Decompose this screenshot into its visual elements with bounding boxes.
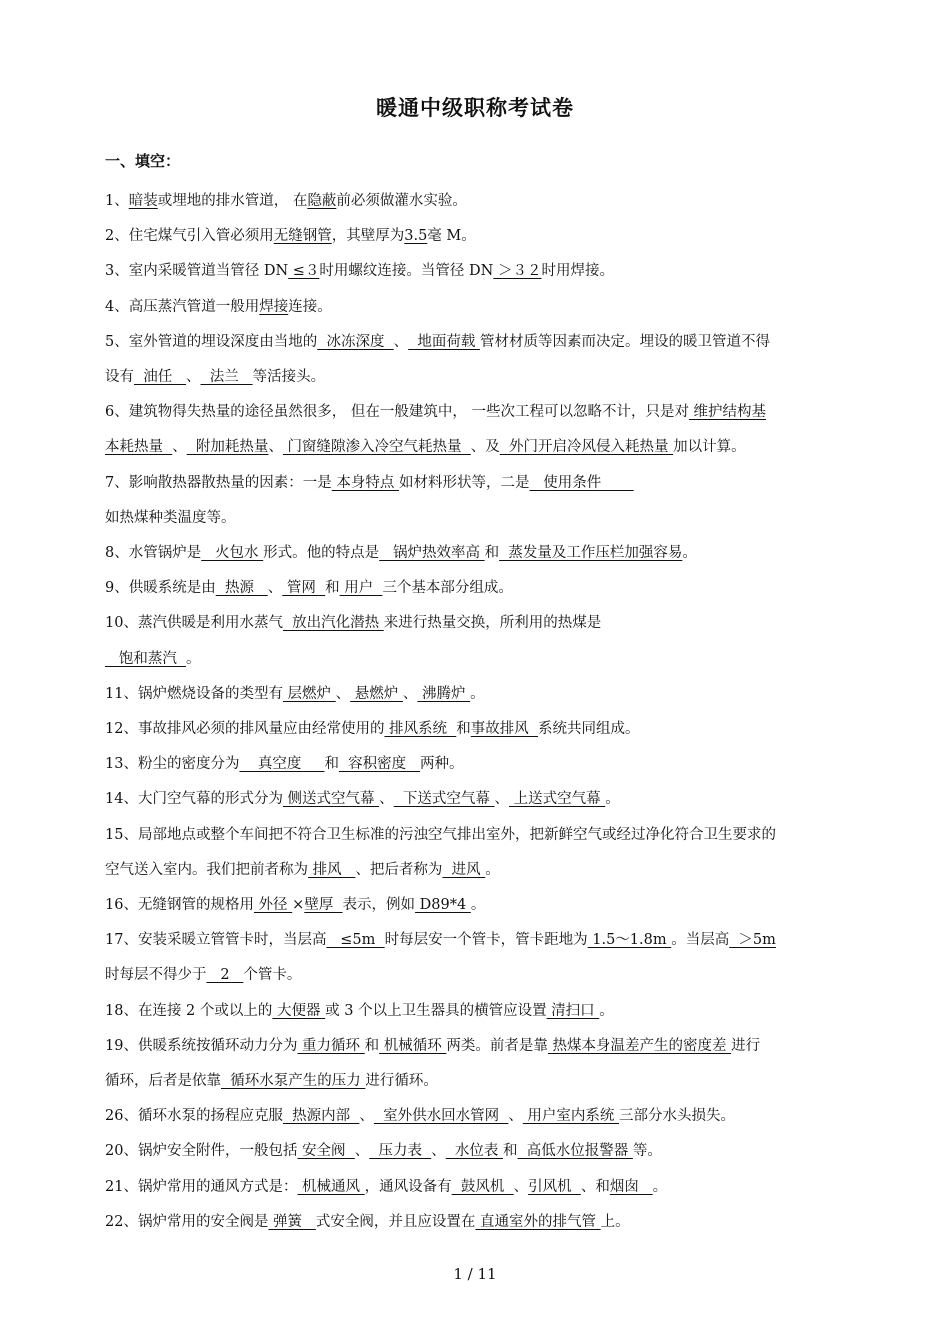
answer-blank: 高低水位报警器 bbox=[517, 1143, 633, 1160]
answer-blank: 烟囱 bbox=[609, 1178, 653, 1195]
question-line bbox=[105, 613, 875, 633]
question-line bbox=[105, 1177, 875, 1197]
answer-blank: 壁厚 bbox=[304, 897, 343, 913]
answer-blank: 直通室外的排气管 bbox=[475, 1213, 601, 1230]
question-line bbox=[105, 297, 875, 317]
answer-blank: 热煤本身温差产生的密度差 bbox=[547, 1037, 732, 1054]
question-text: 13、粉尘的密度分为 bbox=[105, 756, 240, 773]
question-text: ，通风设备有 bbox=[364, 1178, 452, 1195]
answer-blank: 真空度 bbox=[239, 756, 325, 773]
answer-blank: 维护结构基 bbox=[688, 404, 767, 421]
answer-blank: 悬燃炉 bbox=[350, 685, 403, 702]
answer-blank: 下送式空气幕 bbox=[393, 791, 495, 808]
question-text: 毫 M。 bbox=[427, 228, 476, 245]
answer-blank: 暗装 bbox=[128, 193, 158, 209]
answer-blank: 1.5～1.8m bbox=[587, 932, 672, 949]
question-line bbox=[105, 261, 875, 281]
answer-blank: 外门开启冷风侵入耗热量 bbox=[499, 439, 674, 456]
question-line bbox=[105, 578, 875, 598]
answer-blank: 法兰 bbox=[200, 369, 253, 385]
question-text: 空气送入室内。我们把前者称为 bbox=[105, 861, 308, 878]
question-text: 、及 bbox=[470, 439, 500, 456]
question-text: 式安全阀，并且应设置在 bbox=[315, 1213, 476, 1230]
question-text: 2、住宅煤气引入管必须用 bbox=[105, 228, 274, 245]
answer-blank: 重力循环 bbox=[297, 1037, 365, 1054]
answer-blank: 机械循环 bbox=[379, 1037, 447, 1054]
answer-blank: 无缝钢管 bbox=[273, 228, 332, 245]
question-line bbox=[105, 402, 875, 422]
answer-blank: 饱和蒸汽 bbox=[105, 650, 187, 667]
answer-blank: 大便器 bbox=[272, 1002, 326, 1019]
question-text: 、 bbox=[268, 439, 283, 456]
question-text: 、 bbox=[354, 1143, 370, 1160]
answer-blank: 用户 bbox=[339, 580, 383, 597]
question-line bbox=[105, 789, 875, 809]
question-text: 系统共同组成。 bbox=[538, 721, 640, 737]
question-text: 和 bbox=[456, 721, 471, 737]
question-text: 、和 bbox=[580, 1178, 610, 1195]
question-text: 6、建筑物得失热量的途径虽然很多， 但在一般建筑中， 一些次工程可以忽略不计，只是对 bbox=[105, 404, 689, 421]
answer-blank: 锅炉热效率高 bbox=[379, 545, 485, 561]
question-line bbox=[105, 1001, 875, 1021]
question-line bbox=[105, 684, 875, 704]
question-text: 16、无缝钢管的规格用 bbox=[105, 897, 254, 913]
question-text: 、把后者称为 bbox=[355, 861, 443, 878]
question-line bbox=[105, 895, 875, 915]
question-text: 时用焊接。 bbox=[541, 263, 614, 280]
answer-blank: ≤３ bbox=[288, 263, 320, 280]
question-text: 。 bbox=[485, 861, 500, 878]
document-title: 暖通中级职称考试卷 bbox=[376, 96, 574, 120]
question-text: 5、室外管道的埋设深度由当地的 bbox=[105, 333, 318, 350]
question-text: 、 bbox=[494, 791, 509, 808]
question-line bbox=[105, 860, 875, 880]
question-line bbox=[105, 1141, 875, 1161]
question-text: 进行循环。 bbox=[365, 1073, 438, 1089]
answer-blank: 安全阀 bbox=[297, 1143, 355, 1160]
question-text: 、 bbox=[267, 580, 283, 597]
question-text: 12、事故排风必须的排风量应由经常使用的 bbox=[105, 721, 385, 737]
answer-blank: 水位表 bbox=[445, 1143, 504, 1160]
answer-blank: D89*4 bbox=[415, 897, 471, 913]
question-line bbox=[105, 930, 875, 950]
question-line bbox=[105, 437, 875, 457]
question-text: 循环，后者是依靠 bbox=[105, 1073, 221, 1089]
answer-blank: 室外供水回水管网 bbox=[373, 1108, 509, 1125]
question-text: 14、大门空气幕的形式分为 bbox=[105, 791, 283, 808]
question-text: 和 bbox=[364, 1037, 380, 1054]
question-line bbox=[105, 473, 875, 493]
question-line bbox=[105, 1212, 875, 1232]
answer-blank: 压力表 bbox=[369, 1143, 432, 1160]
question-text: ，其壁厚为 bbox=[331, 228, 405, 245]
question-text: 三部分水头损失。 bbox=[619, 1108, 736, 1125]
answer-blank: 油任 bbox=[134, 369, 187, 385]
question-text: 形式。他的特点是 bbox=[263, 545, 380, 561]
question-text: 加以计算。 bbox=[673, 439, 746, 456]
question-text: 、 bbox=[431, 1143, 446, 1160]
question-text: 、 bbox=[186, 369, 201, 385]
question-line bbox=[105, 965, 875, 985]
question-text: 、 bbox=[393, 333, 409, 350]
answer-blank: 热源 bbox=[215, 580, 268, 597]
question-text: 、 bbox=[359, 1108, 374, 1125]
question-text: 两种。 bbox=[419, 756, 464, 773]
answer-blank: 门窗缝隙渗入冷空气耗热量 bbox=[282, 439, 471, 456]
question-text: 两类。前者是靠 bbox=[446, 1037, 548, 1054]
answer-blank: 使用条件 bbox=[529, 474, 634, 491]
question-text: 设有 bbox=[105, 369, 134, 385]
question-text: 。当层高 bbox=[671, 932, 730, 949]
question-text: 、 bbox=[335, 685, 351, 702]
question-text: 3、室内采暖管道当管径 DN bbox=[105, 263, 289, 280]
question-line bbox=[105, 1071, 875, 1091]
question-text: 来进行热量交换，所利用的热煤是 bbox=[383, 615, 602, 632]
question-line bbox=[105, 649, 875, 669]
question-text: 和 bbox=[484, 545, 500, 561]
answer-blank: 上送式空气幕 bbox=[509, 791, 606, 808]
question-line bbox=[105, 191, 875, 211]
question-text: 和 bbox=[325, 580, 340, 597]
question-text: 11、锅炉燃烧设备的类型有 bbox=[105, 685, 283, 702]
question-text: 26、循环水泵的扬程应克服 bbox=[105, 1108, 283, 1125]
answer-blank: 管网 bbox=[282, 580, 326, 597]
answer-blank: 热源内部 bbox=[282, 1108, 360, 1125]
question-text: 18、在连接 2 个或以上的 bbox=[105, 1002, 273, 1019]
question-text: 等。 bbox=[632, 1143, 662, 1160]
answer-blank: 附加耗热量 bbox=[186, 439, 269, 456]
answer-blank: 火包水 bbox=[201, 545, 264, 561]
answer-blank: 2 bbox=[206, 967, 244, 984]
question-text: 等活接头。 bbox=[252, 369, 326, 385]
question-text: × bbox=[292, 897, 305, 913]
question-text: 前必须做灌水实验。 bbox=[336, 193, 467, 209]
question-text: 进行 bbox=[731, 1037, 761, 1054]
question-text: 19、供暖系统按循环动力分为 bbox=[105, 1037, 298, 1054]
answer-blank: ≤5m bbox=[326, 932, 385, 949]
question-line bbox=[105, 1106, 875, 1126]
question-text: 4、高压蒸汽管道一般用 bbox=[105, 298, 260, 315]
question-text: 。 bbox=[599, 1002, 614, 1019]
question-text: 时每层安一个管卡，管卡距地为 bbox=[384, 932, 588, 949]
question-text: 。 bbox=[470, 897, 486, 913]
question-line bbox=[105, 508, 875, 528]
question-text: 或 3 个以上卫生器具的横管应设置 bbox=[325, 1002, 547, 1019]
question-text: 和 bbox=[324, 756, 339, 773]
question-line bbox=[105, 367, 875, 387]
answer-blank: 机械通风 bbox=[297, 1178, 365, 1195]
question-text: 、 bbox=[172, 439, 187, 456]
question-text: 20、锅炉安全附件，一般包括 bbox=[105, 1143, 298, 1160]
question-text: 。 bbox=[605, 791, 620, 808]
answer-blank: 焊接 bbox=[259, 298, 289, 315]
question-text: 22、锅炉常用的安全阀是 bbox=[105, 1213, 269, 1230]
question-text: 。 bbox=[470, 685, 485, 702]
question-text: 9、供暖系统是由 bbox=[105, 580, 216, 597]
question-text: 、 bbox=[379, 791, 394, 808]
question-text: 、 bbox=[508, 1108, 523, 1125]
answer-blank: 沸腾炉 bbox=[417, 685, 471, 702]
answer-blank: ＞5m bbox=[729, 932, 776, 949]
question-text: 、 bbox=[513, 1178, 529, 1195]
question-line bbox=[105, 719, 875, 739]
question-text: 个管卡。 bbox=[243, 967, 302, 984]
answer-blank: 外径 bbox=[253, 897, 293, 913]
question-text: 三个基本部分组成。 bbox=[382, 580, 513, 597]
answer-blank: 循环水泵产生的压力 bbox=[221, 1073, 366, 1089]
question-line bbox=[105, 543, 875, 563]
question-line bbox=[105, 332, 875, 352]
question-text: 表示，例如 bbox=[342, 897, 416, 913]
question-text: 时每层不得少于 bbox=[105, 967, 207, 984]
question-text: 17、安装采暖立管管卡时，当层高 bbox=[105, 932, 327, 949]
question-text: 。 bbox=[682, 545, 697, 561]
question-text: 管材材质等因素而决定。埋设的暖卫管道不得 bbox=[480, 333, 770, 350]
question-line bbox=[105, 226, 875, 246]
answer-blank: 排风系统 bbox=[384, 721, 457, 737]
answer-blank: 冰冻深度 bbox=[317, 333, 394, 350]
question-text: 和 bbox=[503, 1143, 518, 1160]
answer-blank: 隐蔽 bbox=[307, 193, 337, 209]
question-text: 、 bbox=[402, 685, 418, 702]
answer-blank: 进风 bbox=[442, 861, 486, 878]
question-text: 连接。 bbox=[288, 298, 332, 315]
answer-blank: 排风 bbox=[308, 861, 356, 878]
answer-blank: 清扫口 bbox=[546, 1002, 600, 1019]
answer-blank: ＞３２ bbox=[493, 263, 542, 280]
answer-blank: 3.5 bbox=[404, 228, 428, 245]
question-text: 7、影响散热器散热量的因素：一是 bbox=[105, 474, 332, 491]
answer-blank: 本身特点 bbox=[331, 474, 399, 491]
question-text: 8、水管锅炉是 bbox=[105, 545, 202, 561]
answer-blank: 侧送式空气幕 bbox=[282, 791, 380, 808]
section-heading: 一、填空： bbox=[105, 152, 181, 170]
answer-blank: 用户室内系统 bbox=[522, 1108, 620, 1125]
answer-blank: 放出汽化潜热 bbox=[282, 615, 384, 632]
question-text: 21、锅炉常用的通风方式是： bbox=[105, 1178, 298, 1195]
answer-blank: 本耗热量 bbox=[105, 439, 173, 456]
question-text: 时用螺纹连接。当管径 DN bbox=[319, 263, 494, 280]
answer-blank: 地面荷载 bbox=[408, 333, 480, 350]
page-number: 1 / 11 bbox=[453, 1265, 497, 1283]
answer-blank: 弹簧 bbox=[268, 1213, 316, 1230]
answer-blank: 引风机 bbox=[528, 1178, 581, 1195]
question-text: 如热煤种类温度等。 bbox=[105, 509, 236, 526]
answer-blank: 鼓风机 bbox=[451, 1178, 514, 1195]
answer-blank: 容积密度 bbox=[338, 756, 420, 773]
answer-blank: 层燃炉 bbox=[282, 685, 336, 702]
question-text: 上。 bbox=[600, 1213, 630, 1230]
answer-blank: 事故排风 bbox=[470, 721, 538, 737]
question-text: 。 bbox=[186, 650, 201, 667]
question-line bbox=[105, 754, 875, 774]
question-text: 10、蒸汽供暖是利用水蒸气 bbox=[105, 615, 283, 632]
question-text: 。 bbox=[652, 1178, 668, 1195]
question-line bbox=[105, 825, 875, 845]
question-text: 1、 bbox=[105, 193, 129, 209]
answer-blank: 蒸发量及工作压栏加强容易 bbox=[499, 545, 683, 561]
question-line bbox=[105, 1036, 875, 1056]
question-text: 或埋地的排水管道， 在 bbox=[157, 193, 308, 209]
question-text: 如材料形状等，二是 bbox=[398, 474, 530, 491]
question-text: 15、局部地点或整个车间把不符合卫生标准的污浊空气排出室外，把新鲜空气或经过净化符合卫生要求的 bbox=[105, 826, 776, 843]
